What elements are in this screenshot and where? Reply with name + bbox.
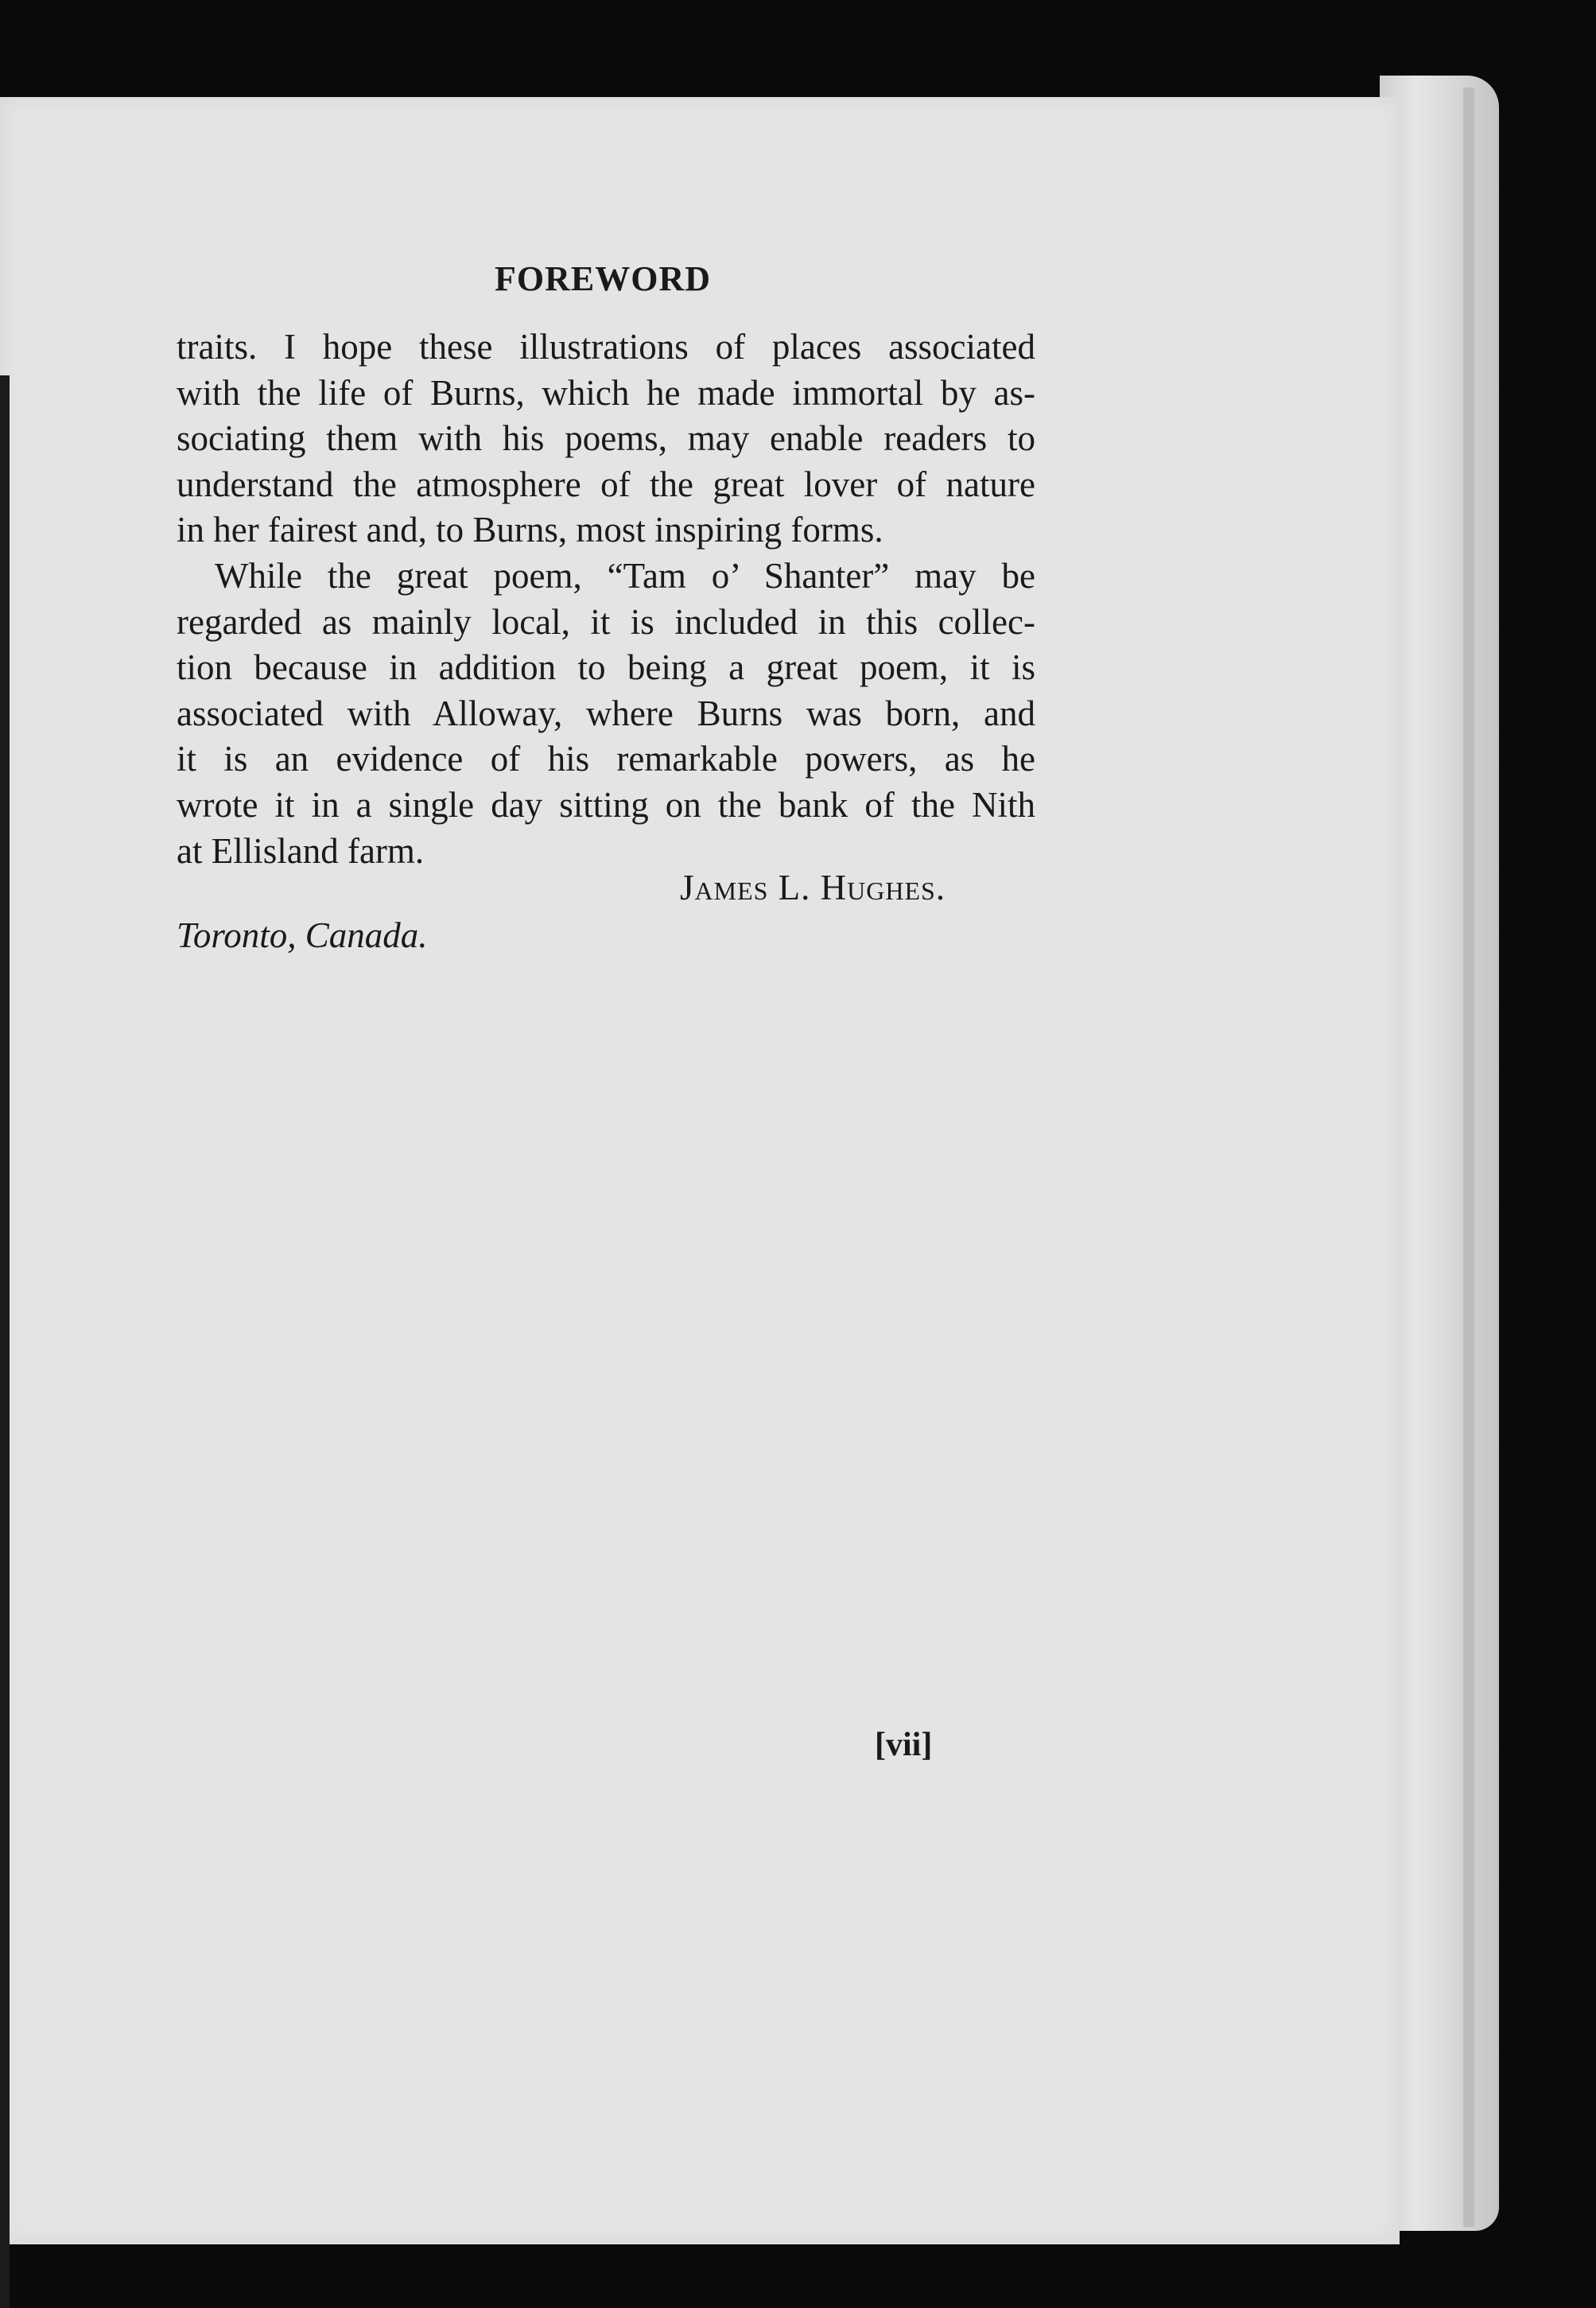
page-number: [vii] — [875, 1727, 933, 1763]
paragraph-2 — [177, 554, 1035, 874]
running-head: FOREWORD — [495, 259, 711, 298]
text-line: traits. I hope these illustrations of places associated — [177, 327, 1035, 367]
text-line: with the life of Burns, which he made immortal by as- — [177, 372, 1035, 413]
body-text — [177, 324, 1035, 874]
text-line: tion because in addition to being a great poem, it is — [177, 647, 1035, 688]
page-stack-shadow — [1463, 87, 1474, 2227]
paragraph-1 — [177, 324, 1035, 554]
text-line: associated with Alloway, where Burns was born, and — [177, 693, 1035, 733]
text-line: it is an evidence of his remarkable powers, as he — [177, 739, 1035, 779]
text-line: in her fairest and, to Burns, most inspiring forms. — [177, 510, 883, 550]
text-line: While the great poem, “Tam o’ Shanter” may be — [215, 555, 1035, 596]
author-signature: James L. Hughes. — [680, 868, 946, 907]
binding-edge — [0, 375, 10, 2308]
text-line: regarded as mainly local, it is included in this collec- — [177, 601, 1035, 642]
text-line: at Ellisland farm. — [177, 830, 425, 871]
text-line: wrote it in a single day sitting on the bank of the Nith — [177, 784, 1035, 825]
text-line: sociating them with his poems, may enable readers to — [177, 418, 1035, 459]
text-line: understand the atmosphere of the great lover of nature — [177, 464, 1035, 504]
place-line: Toronto, Canada. — [177, 915, 428, 955]
